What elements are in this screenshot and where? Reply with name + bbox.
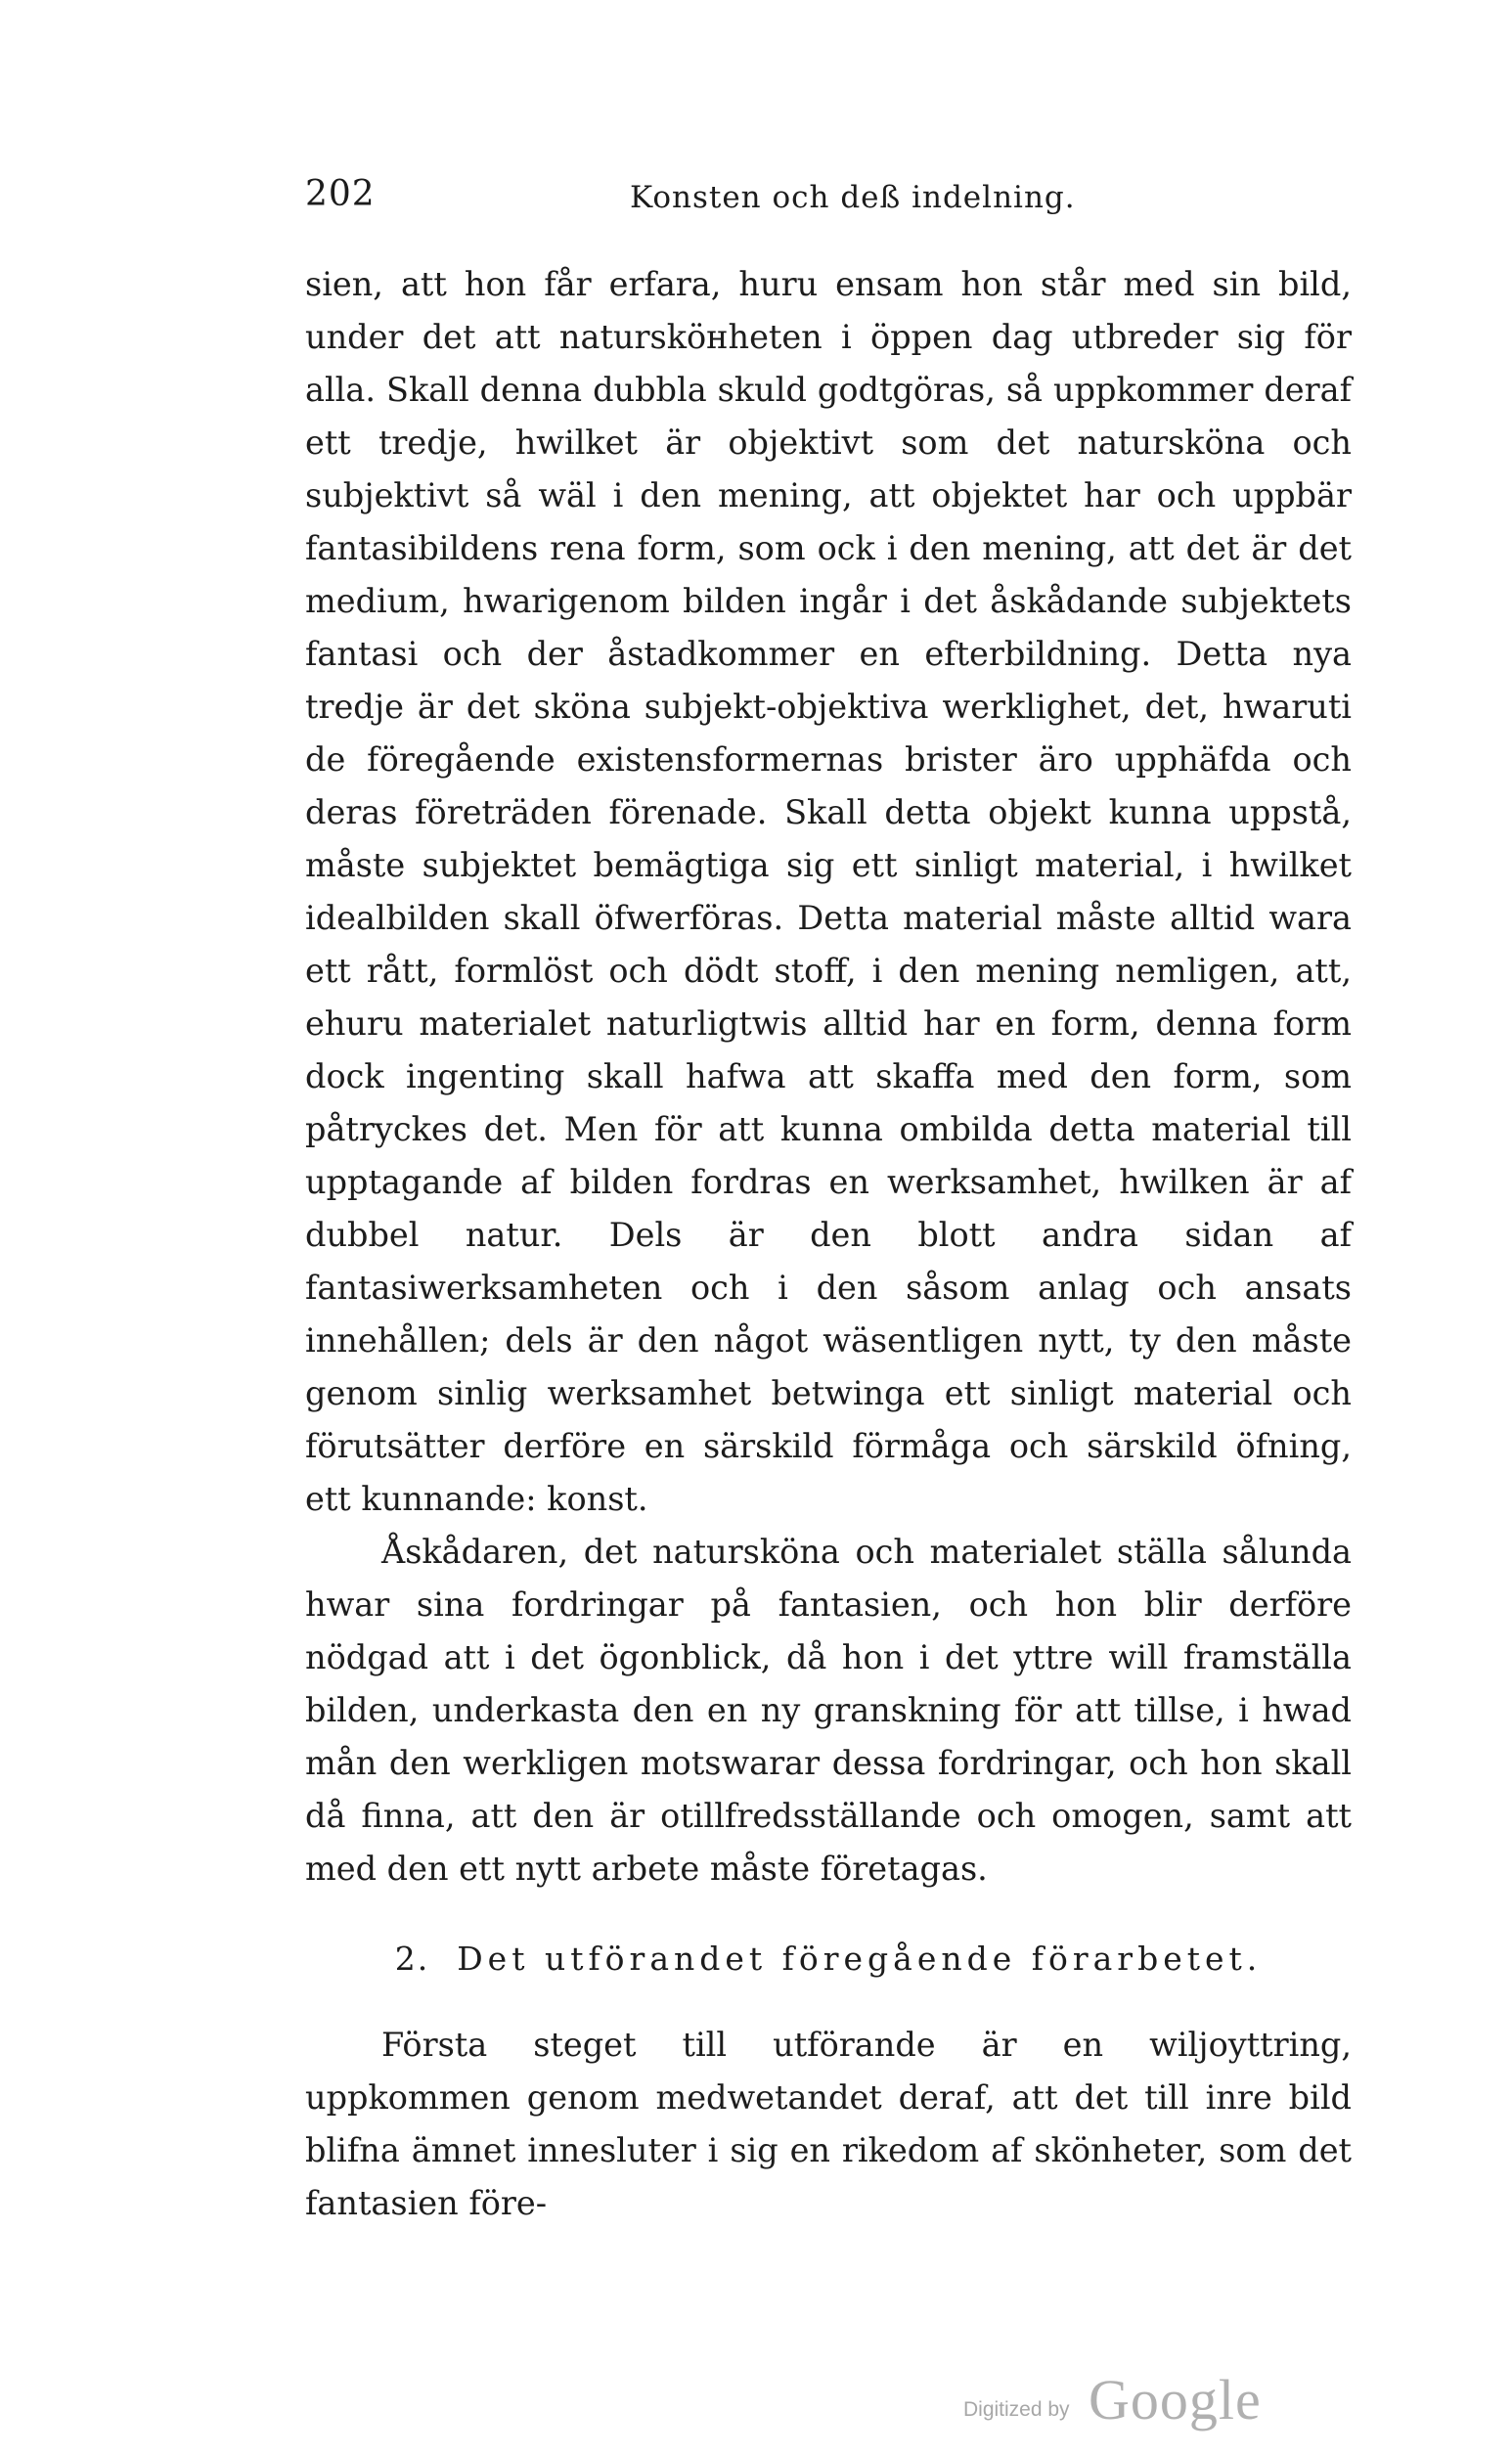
google-logo: Google (1089, 2368, 1262, 2432)
section-number: 2. (394, 1940, 430, 1978)
paragraph-1: sien, att hon får erfara, huru ensam hon står med sin bild, under det att natursköнheten i öppen dag utbreder sig för alla. Skall denna dubbla skuld godtgöras, så uppkommer deraf ett tredje, hwilket är objektivt som det natursköna och subjektivt så wäl i den mening, att objektet har och uppbär fantasibildens rena form, som ock i den mening, att det är det medium, hwarigenom bilden ingår i det åskådande subjektets fantasi och der åstadkommer en efterbildning. Detta nya tredje är det sköna subjekt-objektiva werklighet, det, hwaruti de föregående existensformernas brister äro upphäfda och deras företräden förenade. Skall detta objekt kunna uppstå, måste subjektet bemägtiga sig ett sinligt material, i hwilket idealbilden skall öfwerföras. Detta material måste alltid wara ett rått, formlöst och dödt stoff, i den mening nemligen, att, ehuru materialet naturligtwis alltid har en form, denna form dock ingenting skall hafwa att skaffa med den form, som påtryckes det. Men för att kunna ombilda detta material till upptagande af bilden fordras en werksamhet, hwilken är af dubbel natur. Dels är den blott andra sidan af fantasiwerksamheten och i den såsom anlag och ansats innehållen; dels är den något wäsentligen nytt, ty den måste genom sinlig werksamhet betwinga ett sinligt material och förutsätter derföre en särskild förmåga och särskild öfning, ett kunnande: konst. (305, 265, 1352, 1518)
watermark-prefix: Digitized by (963, 2398, 1070, 2421)
paragraph-3: Första steget till utförande är en wiljoyttring, uppkommen genom medwetandet deraf, att det till inre bild blifna ämnet innesluter i sig en rikedom af skönheter, som det fantasien före- (305, 2026, 1352, 2222)
digitized-watermark (963, 2367, 1276, 2435)
running-head: Konsten och deß indelning. (630, 180, 1076, 215)
page-header (305, 174, 1352, 223)
section-title: Det utförandet föregående förarbetet. (457, 1940, 1263, 1978)
paragraph-2: Åskådaren, det natursköna och materialet ställa sålunda hwar sina fordringar på fantasien, och hon blir derföre nödgad att i det ögonblick, då hon i det yttre will framställa bilden, underkasta den en ny granskning för att tillse, i hwad mån den werkligen motswarar dessa fordringar, och hon skall då finna, att den är otillfredsställande och omogen, samt att med den ett nytt arbete måste företagas. (305, 1533, 1352, 1888)
body-text (305, 258, 1352, 2230)
page-number: 202 (305, 174, 376, 214)
section-heading (305, 1933, 1352, 1986)
